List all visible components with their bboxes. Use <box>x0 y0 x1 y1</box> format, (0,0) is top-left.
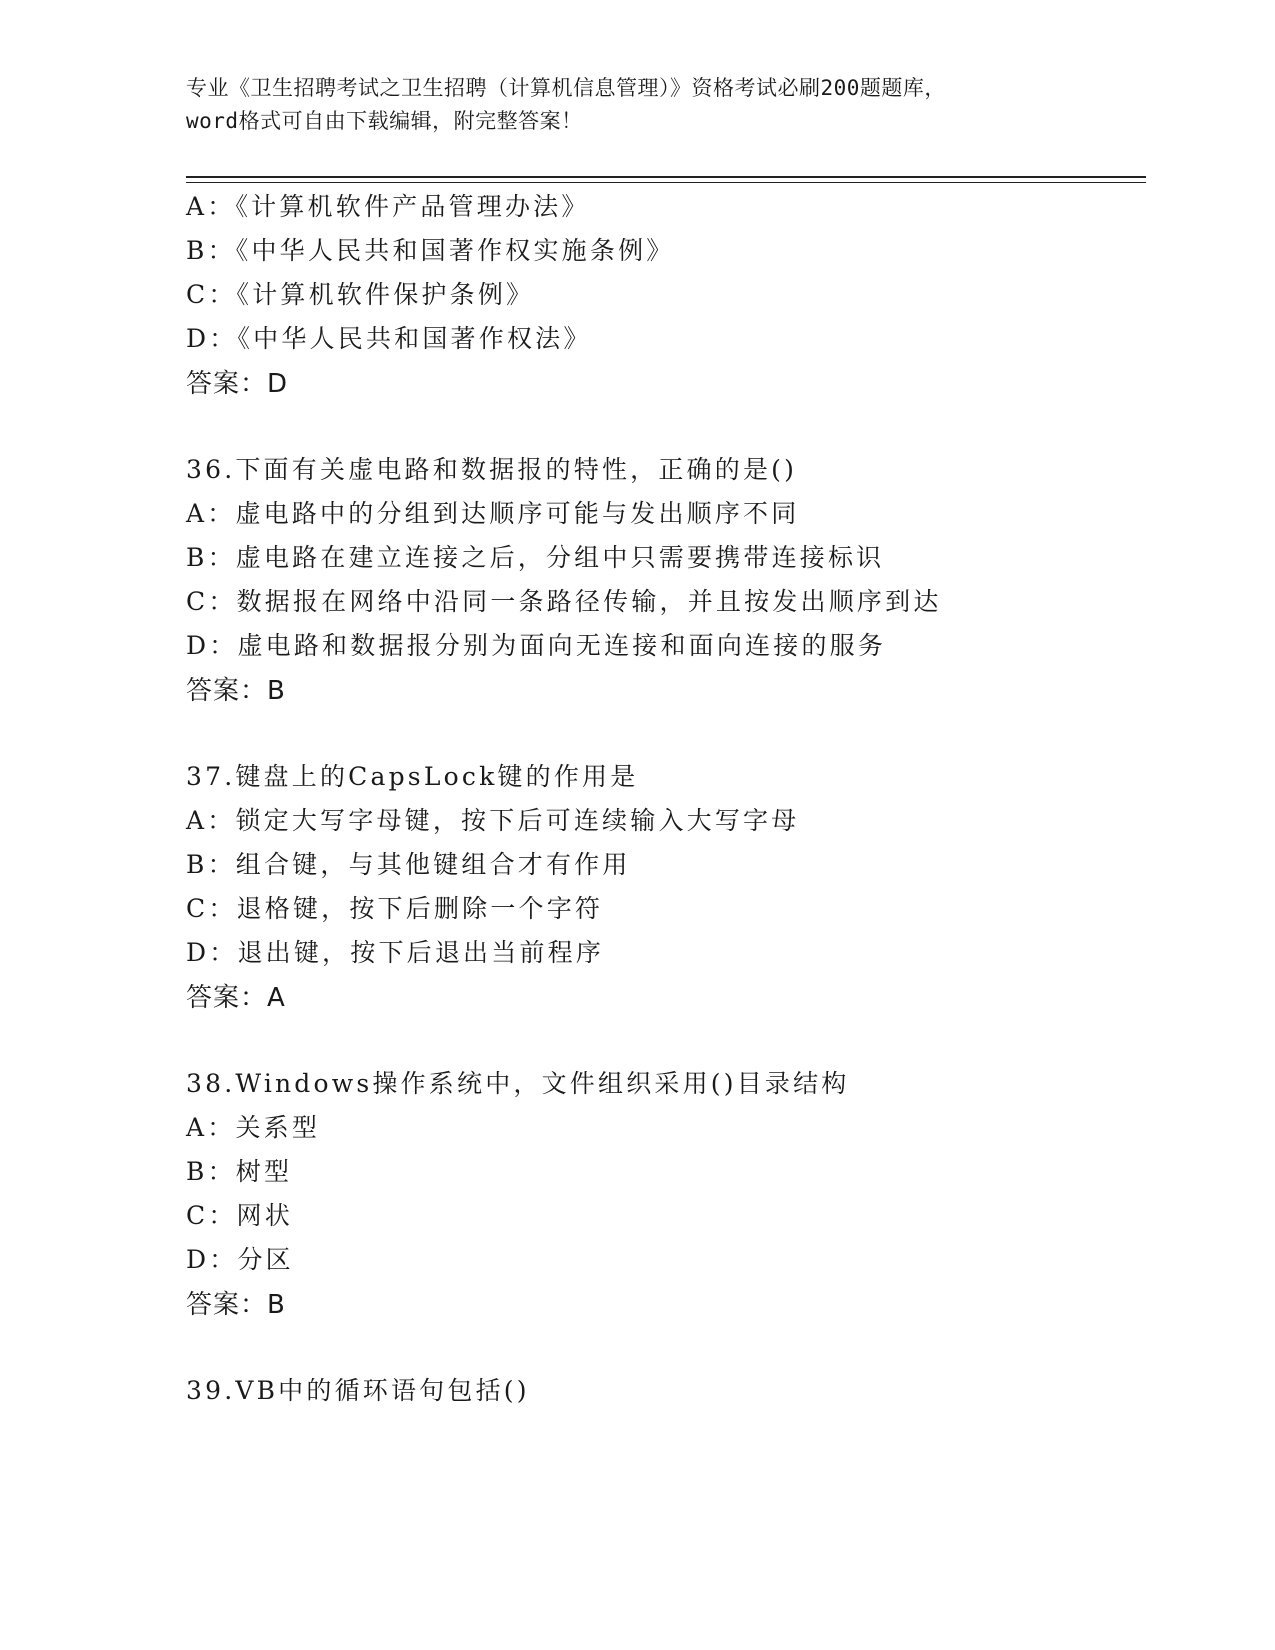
question-38: 38.Windows操作系统中，文件组织采用()目录结构 <box>186 1069 850 1098</box>
answer-line: 答案：D <box>186 369 289 399</box>
option-d: D：分区 <box>186 1245 294 1274</box>
option-d: D：虚电路和数据报分别为面向无连接和面向连接的服务 <box>186 631 887 660</box>
question-39: 39.VB中的循环语句包括() <box>186 1376 530 1405</box>
option-b: B：树型 <box>186 1157 293 1186</box>
option-b: B：虚电路在建立连接之后，分组中只需要携带连接标识 <box>186 543 885 572</box>
answer-line: 答案：B <box>186 676 286 706</box>
answer-line: 答案：A <box>186 983 286 1013</box>
option-c: C：《计算机软件保护条例》 <box>186 280 535 309</box>
option-c: C：网状 <box>186 1201 293 1230</box>
option-d: D：退出键，按下后退出当前程序 <box>186 938 605 967</box>
option-c: C：退格键，按下后删除一个字符 <box>186 894 604 923</box>
option-a: A：虚电路中的分组到达顺序可能与发出顺序不同 <box>186 499 800 528</box>
header-line-1: 专业《卫生招聘考试之卫生招聘（计算机信息管理）》资格考试必刷200题题库， <box>186 76 946 100</box>
option-a: A：《计算机软件产品管理办法》 <box>186 192 590 221</box>
option-b: B：组合键，与其他键组合才有作用 <box>186 850 631 879</box>
option-a: A：锁定大写字母键，按下后可连续输入大写字母 <box>186 806 800 835</box>
option-d: D：《中华人民共和国著作权法》 <box>186 324 592 353</box>
document-header <box>186 72 1086 138</box>
question-37: 37.键盘上的CapsLock键的作用是 <box>186 762 639 791</box>
question-36: 36.下面有关虚电路和数据报的特性，正确的是() <box>186 455 798 484</box>
option-b: B：《中华人民共和国著作权实施条例》 <box>186 236 675 265</box>
header-line-2: word格式可自由下载编辑，附完整答案！ <box>186 109 583 133</box>
option-c: C：数据报在网络中沿同一条路径传输，并且按发出顺序到达 <box>186 587 942 616</box>
header-divider <box>186 176 1146 178</box>
option-a: A：关系型 <box>186 1113 321 1142</box>
header-divider-thin <box>186 182 1146 183</box>
answer-line: 答案：B <box>186 1290 286 1320</box>
